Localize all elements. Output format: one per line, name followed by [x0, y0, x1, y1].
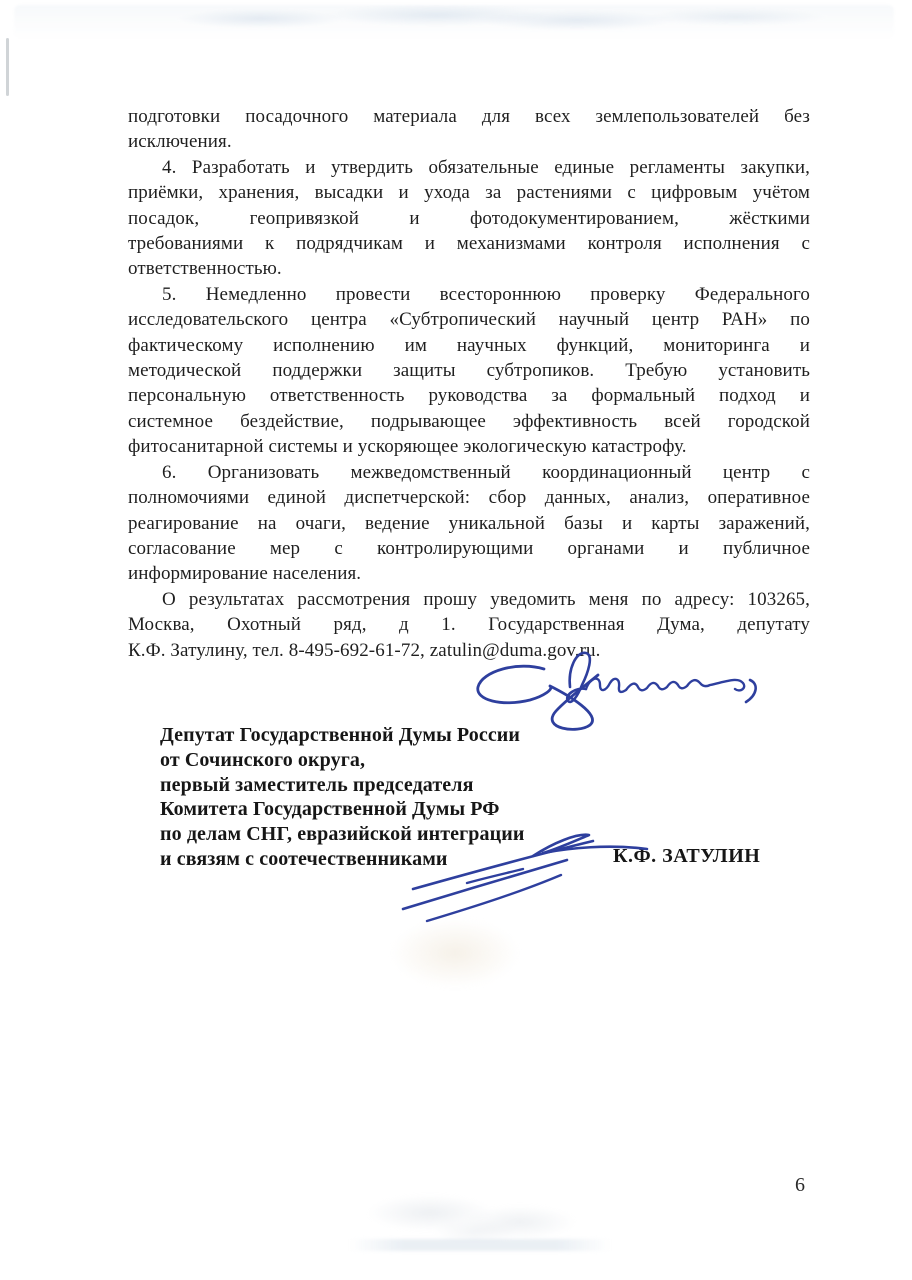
document-line: 5. Немедленно провести всестороннюю проверку Федерального	[162, 283, 810, 305]
document-line: Москва, Охотный ряд, д 1. Государственная Дума, депутату	[128, 614, 810, 636]
document-line: полномочиями единой диспетчерской: сбор данных, анализ, оперативное	[128, 487, 810, 509]
document-line: ответственностью.	[128, 258, 282, 280]
handwritten-signature-icon	[395, 823, 655, 928]
document-line: системное бездействие, подрывающее эффективность всей городской	[128, 410, 810, 432]
signature-block-line: первый заместитель председателя	[160, 773, 474, 796]
document-line: фитосанитарной системы и ускоряющее экологическую катастрофу.	[128, 436, 687, 458]
document-line: 6. Организовать межведомственный координационный центр с	[162, 461, 810, 483]
document-line: методической поддержки защиты субтропиков. Требую установить	[128, 360, 810, 382]
document-line: О результатах рассмотрения прошу уведомить меня по адресу: 103265,	[162, 588, 810, 610]
document-body	[128, 104, 810, 663]
document-line: подготовки посадочного материала для всех землепользователей без	[128, 106, 810, 127]
signature-block-line: Комитета Государственной Думы РФ	[160, 798, 500, 821]
document-line: фактическому исполнению им научных функций, мониторинга и	[128, 334, 810, 356]
page-number: 6	[795, 1174, 805, 1196]
signatory-name: К.Ф. ЗАТУЛИН	[613, 845, 761, 867]
signature-block-line: Депутат Государственной Думы России	[160, 724, 521, 746]
scan-artifact-left-edge	[6, 38, 9, 96]
document-line: реагирование на очаги, ведение уникальной базы и карты заражений,	[128, 512, 810, 534]
document-line: исключения.	[128, 131, 232, 153]
scan-artifact-smudge	[390, 918, 520, 988]
signature-block-line: от Сочинского округа,	[160, 748, 366, 771]
document-line: требованиями к подрядчикам и механизмами контроля исполнения с	[128, 233, 810, 255]
scan-artifact-bottom-band	[350, 1239, 610, 1251]
document-line: приёмки, хранения, высадки и ухода за растениями с цифровым учётом	[128, 182, 810, 204]
document-line: персональную ответственность руководства за формальный подход и	[128, 385, 810, 407]
signature-block-line: по делам СНГ, евразийской интеграции	[160, 823, 525, 846]
document-line: 4. Разработать и утвердить обязательные единые регламенты закупки,	[162, 156, 810, 178]
document-line: посадок, геопривязкой и фотодокументированием, жёсткими	[128, 207, 810, 229]
document-line: согласование мер с контролирующими органами и публичное	[128, 537, 810, 559]
document-line: К.Ф. Затулину, тел. 8-495-692-61-72, zatulin@duma.gov.ru.	[128, 639, 601, 661]
document-line: исследовательского центра «Субтропический научный центр РАН» по	[128, 309, 810, 331]
document-line: информирование населения.	[128, 563, 362, 585]
scan-artifact-top-band	[14, 5, 894, 39]
signature-block-line: и связям с соотечественниками	[160, 847, 448, 870]
